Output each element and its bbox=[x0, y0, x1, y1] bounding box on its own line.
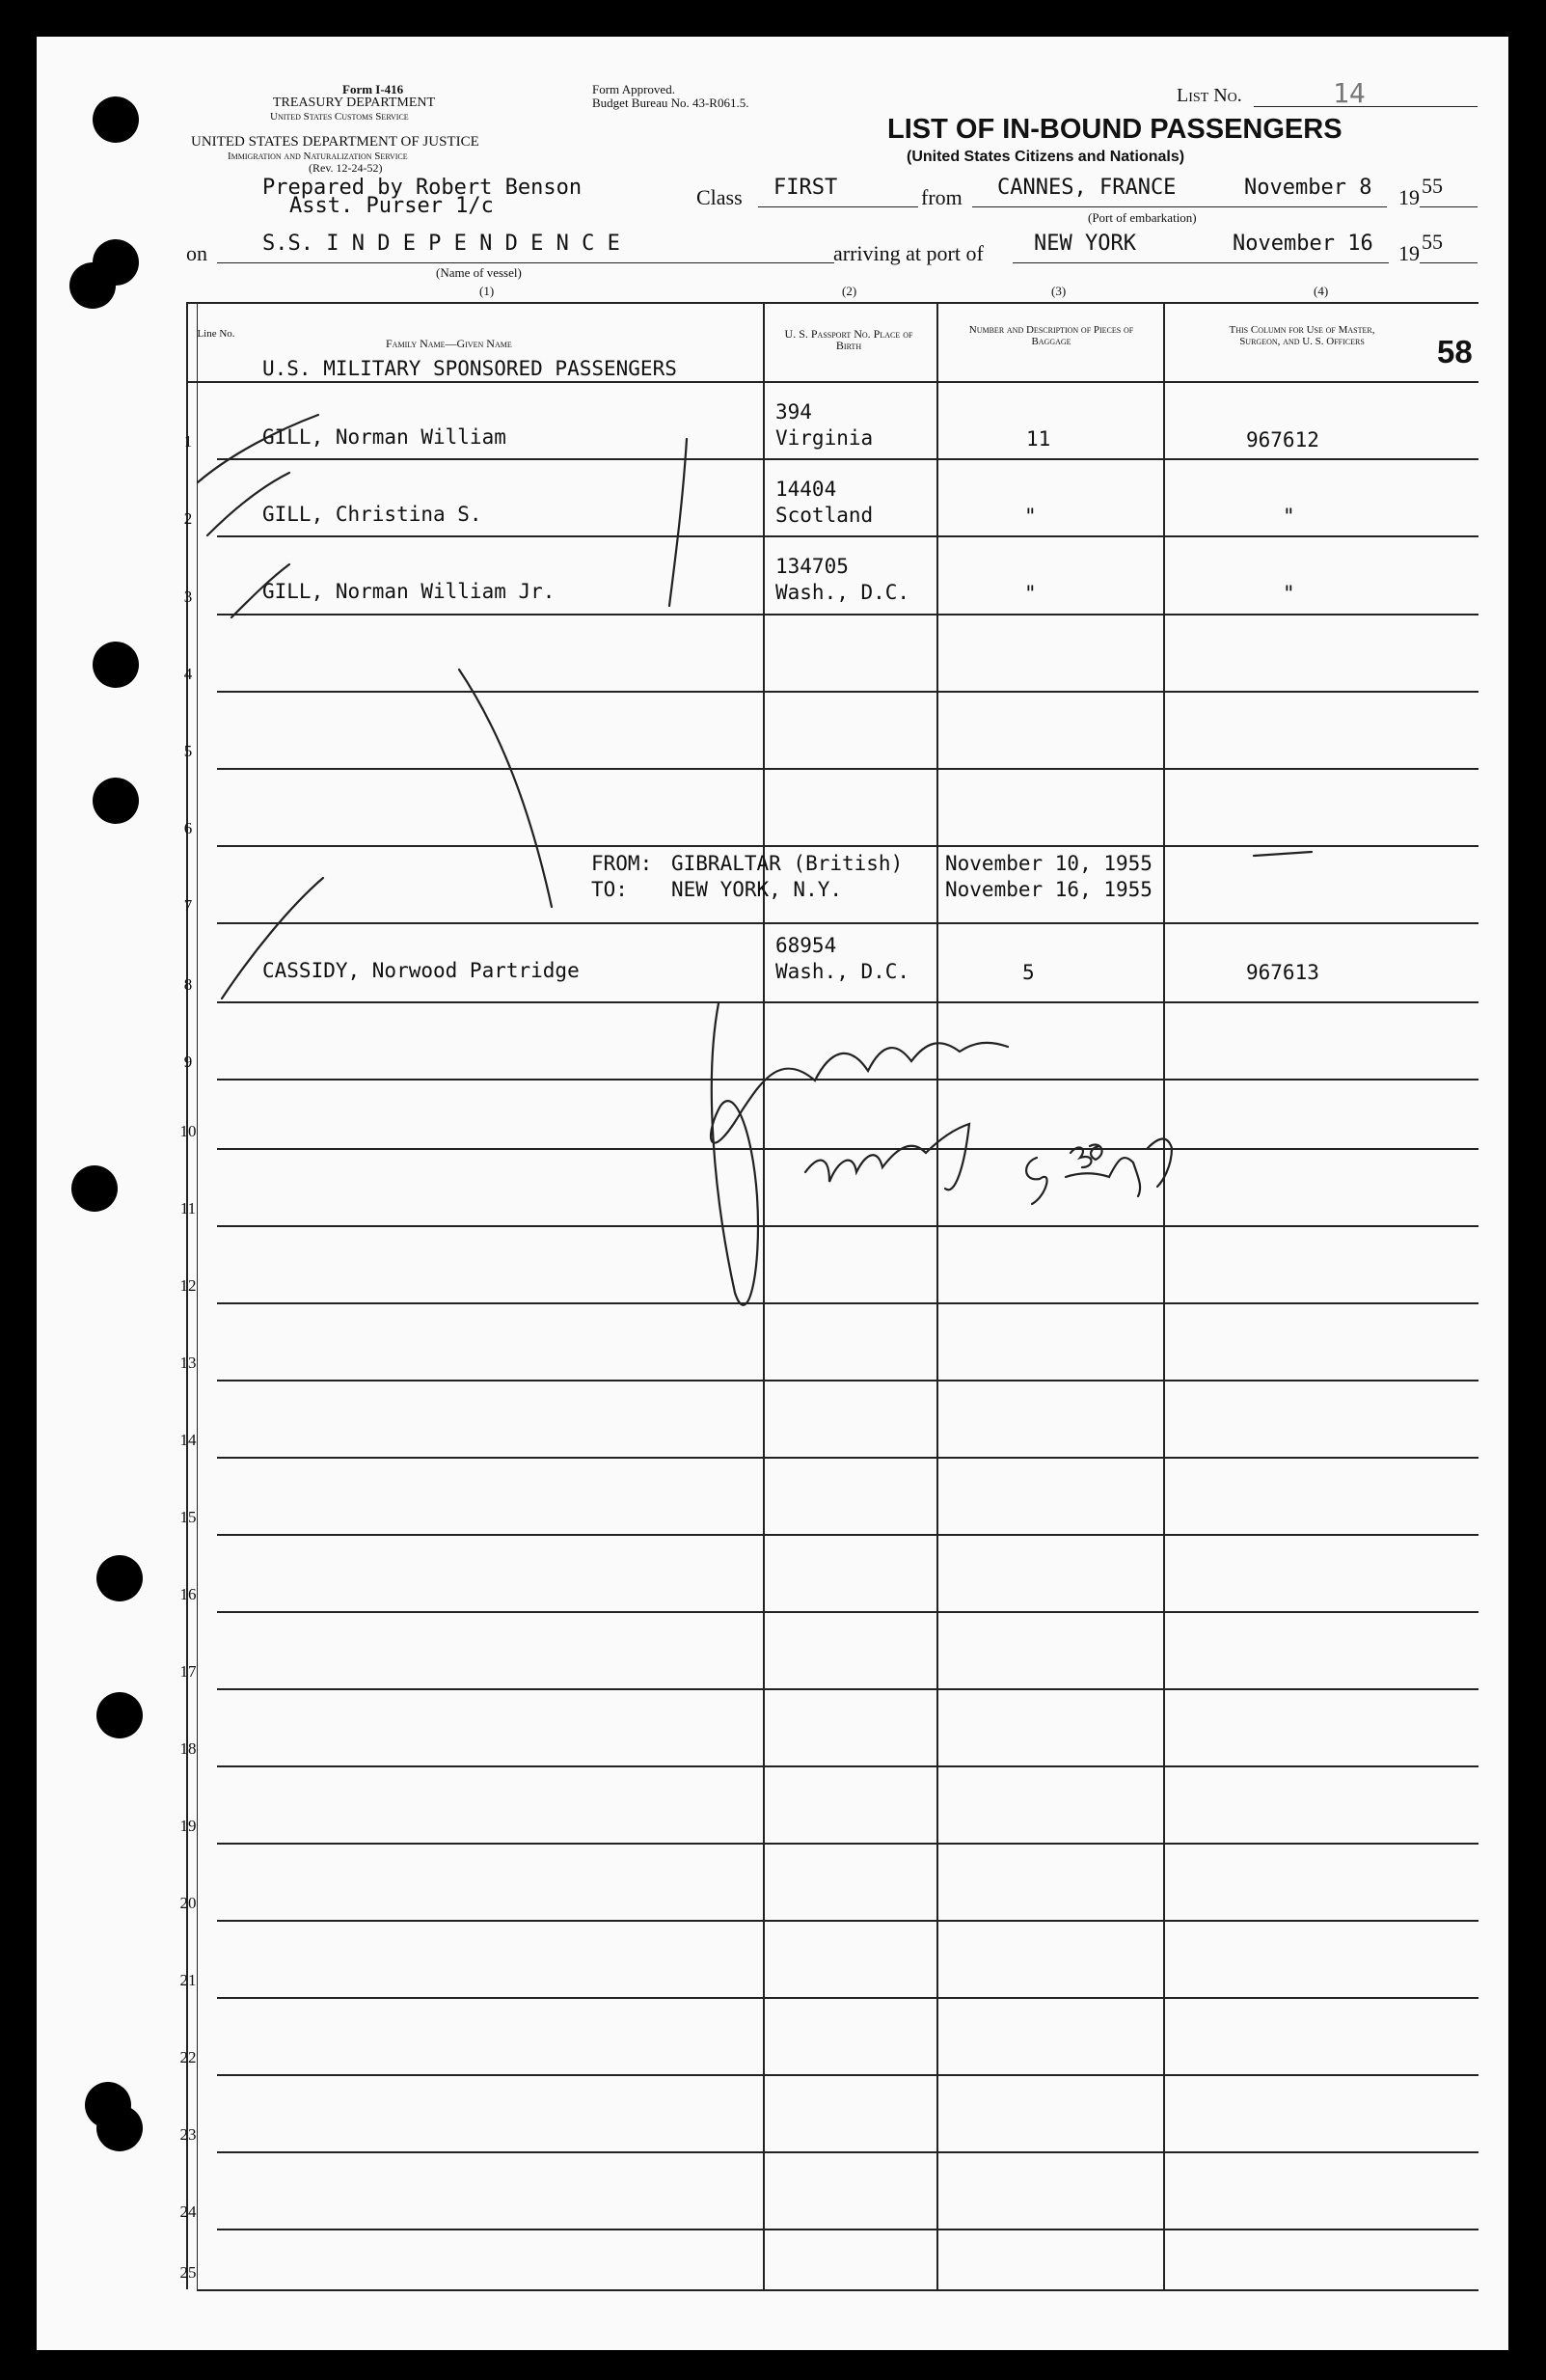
row-divider bbox=[217, 2074, 1478, 2076]
header-family-name: Family Name—Given Name bbox=[386, 337, 512, 350]
binder-hole bbox=[93, 96, 139, 143]
place-of-birth: Scotland bbox=[775, 504, 874, 527]
row-divider bbox=[217, 2229, 1478, 2230]
row-divider bbox=[217, 922, 1478, 924]
place-of-birth: Virginia bbox=[775, 426, 874, 450]
arrival-port: NEW YORK bbox=[1034, 232, 1136, 256]
list-no-label: List No. bbox=[1177, 85, 1242, 106]
place-of-birth: Wash., D.C. bbox=[775, 960, 910, 983]
dept-treasury: TREASURY DEPARTMENT bbox=[273, 96, 436, 110]
baggage-count: 5 bbox=[1022, 961, 1035, 984]
line-number: 4 bbox=[183, 665, 193, 683]
row-divider bbox=[217, 1765, 1478, 1767]
arrival-year-prefix: 19 bbox=[1398, 241, 1420, 265]
binder-hole bbox=[71, 1165, 118, 1212]
prepared-by: Prepared by Robert Benson bbox=[262, 176, 583, 200]
passenger-name: GILL, Norman William bbox=[262, 425, 506, 449]
column-number-1: (1) bbox=[479, 284, 495, 298]
row-divider bbox=[217, 1611, 1478, 1613]
row-divider bbox=[217, 535, 1478, 537]
column-number-4: (4) bbox=[1314, 284, 1329, 298]
header-passport: U. S. Passport No. Place of Birth bbox=[784, 327, 913, 352]
line-number: 25 bbox=[179, 2263, 197, 2282]
departure-year-prefix: 19 bbox=[1398, 185, 1420, 209]
form-approved: Form Approved. bbox=[592, 82, 675, 96]
line-number: 5 bbox=[183, 742, 193, 760]
line-number: 10 bbox=[179, 1122, 197, 1140]
row-divider bbox=[217, 1380, 1478, 1381]
line-number: 3 bbox=[183, 588, 193, 606]
binder-hole bbox=[93, 778, 139, 824]
line-number: 6 bbox=[183, 819, 193, 837]
binder-hole bbox=[96, 2105, 143, 2151]
line-number: 22 bbox=[179, 2048, 197, 2066]
port-of-embarkation: CANNES, FRANCE bbox=[997, 176, 1177, 200]
dept-treasury-sub: United States Customs Service bbox=[270, 111, 409, 123]
line-number: 11 bbox=[179, 1199, 197, 1217]
row-divider bbox=[217, 2151, 1478, 2153]
binder-hole bbox=[69, 262, 116, 309]
row-divider bbox=[217, 691, 1478, 693]
row-divider bbox=[217, 1457, 1478, 1459]
transfer-from-label: FROM: bbox=[591, 852, 653, 875]
line-number: 23 bbox=[179, 2125, 197, 2144]
document-subtitle: (United States Citizens and Nationals) bbox=[907, 149, 1185, 165]
line-number: 21 bbox=[179, 1971, 197, 1989]
form-number: Form I-416 bbox=[342, 82, 404, 96]
transfer-from-place: GIBRALTAR (British) bbox=[671, 852, 904, 875]
budget-bureau: Budget Bureau No. 43-R061.5. bbox=[592, 96, 749, 110]
line-number: 16 bbox=[179, 1585, 197, 1603]
line-number: 14 bbox=[179, 1431, 197, 1449]
arriving-label: arriving at port of bbox=[833, 241, 984, 265]
baggage-count: 11 bbox=[1026, 427, 1051, 451]
column-number-2: (2) bbox=[842, 284, 857, 298]
from-label: from bbox=[921, 185, 963, 209]
passenger-name: GILL, Christina S. bbox=[262, 503, 482, 526]
row-divider bbox=[217, 768, 1478, 770]
transfer-to-place: NEW YORK, N.Y. bbox=[671, 878, 843, 901]
line-number: 13 bbox=[179, 1354, 197, 1372]
row-divider bbox=[217, 458, 1478, 460]
list-no-value: 14 bbox=[1333, 77, 1366, 109]
passenger-name: GILL, Norman William Jr. bbox=[262, 580, 556, 603]
officer-number: " bbox=[1283, 505, 1295, 528]
arrival-date: November 16 bbox=[1233, 232, 1373, 256]
line-number: 9 bbox=[183, 1053, 193, 1071]
line-number: 24 bbox=[179, 2202, 197, 2221]
page-number: 58 bbox=[1437, 334, 1473, 369]
passport-number: 394 bbox=[775, 400, 812, 424]
transfer-to-date: November 16, 1955 bbox=[945, 878, 1153, 901]
line-number: 18 bbox=[179, 1739, 197, 1758]
row-divider bbox=[217, 1001, 1478, 1003]
line-number: 17 bbox=[179, 1662, 197, 1681]
row-divider bbox=[217, 1920, 1478, 1922]
arrival-year: 55 bbox=[1422, 230, 1443, 254]
row-divider bbox=[217, 1148, 1478, 1150]
officer-number: 967612 bbox=[1246, 428, 1319, 451]
dept-justice: UNITED STATES DEPARTMENT OF JUSTICE bbox=[191, 134, 479, 150]
officer-number: 967613 bbox=[1246, 961, 1319, 984]
dept-justice-sub: Immigration and Naturalization Service bbox=[228, 150, 408, 162]
row-divider bbox=[217, 1225, 1478, 1227]
line-number: 20 bbox=[179, 1894, 197, 1912]
departure-date: November 8 bbox=[1244, 176, 1372, 200]
row-divider bbox=[217, 1534, 1478, 1536]
section-heading: U.S. MILITARY SPONSORED PASSENGERS bbox=[262, 357, 677, 380]
passport-number: 134705 bbox=[775, 555, 849, 578]
transfer-to-label: TO: bbox=[591, 878, 628, 901]
line-number: 19 bbox=[179, 1817, 197, 1835]
line-number: 7 bbox=[183, 896, 193, 915]
line-number: 8 bbox=[183, 975, 193, 994]
port-embarkation-note: (Port of embarkation) bbox=[1088, 210, 1197, 225]
transfer-from-date: November 10, 1955 bbox=[945, 852, 1153, 875]
vessel-name-note: (Name of vessel) bbox=[436, 265, 522, 280]
row-divider bbox=[217, 1688, 1478, 1690]
line-number: 2 bbox=[183, 509, 193, 528]
row-divider bbox=[217, 1843, 1478, 1845]
passenger-name: CASSIDY, Norwood Partridge bbox=[262, 959, 580, 982]
binder-hole bbox=[96, 1692, 143, 1738]
passport-number: 14404 bbox=[775, 478, 837, 501]
form-revision: (Rev. 12-24-52) bbox=[309, 161, 383, 175]
line-number: 12 bbox=[179, 1276, 197, 1295]
document-title: LIST OF IN-BOUND PASSENGERS bbox=[887, 114, 1343, 145]
row-divider bbox=[217, 1302, 1478, 1304]
officer-number: " bbox=[1283, 582, 1295, 605]
baggage-count: " bbox=[1024, 582, 1037, 605]
vessel-name: S.S. I N D E P E N D E N C E bbox=[262, 232, 620, 256]
row-divider bbox=[217, 614, 1478, 616]
baggage-count: " bbox=[1024, 505, 1037, 528]
row-divider bbox=[217, 1997, 1478, 1999]
row-divider bbox=[217, 1079, 1478, 1081]
header-line-no: Line No. bbox=[197, 328, 235, 340]
departure-year: 55 bbox=[1422, 174, 1443, 198]
header-baggage: Number and Description of Pieces of Baggage bbox=[968, 324, 1134, 347]
class-label: Class bbox=[696, 185, 743, 209]
on-label: on bbox=[186, 241, 207, 265]
passport-number: 68954 bbox=[775, 934, 837, 957]
binder-hole bbox=[96, 1555, 143, 1601]
row-divider bbox=[217, 845, 1478, 847]
line-number: 1 bbox=[183, 432, 193, 451]
header-officers: This Column for Use of Master, Surgeon, and U. S. Officers bbox=[1229, 324, 1375, 347]
class-value: FIRST bbox=[773, 176, 838, 200]
place-of-birth: Wash., D.C. bbox=[775, 581, 910, 604]
manifest-page bbox=[37, 37, 1508, 2350]
binder-hole bbox=[93, 642, 139, 688]
line-number: 15 bbox=[179, 1508, 197, 1526]
column-number-3: (3) bbox=[1051, 284, 1067, 298]
prepared-by-title: Asst. Purser 1/c bbox=[289, 194, 494, 218]
